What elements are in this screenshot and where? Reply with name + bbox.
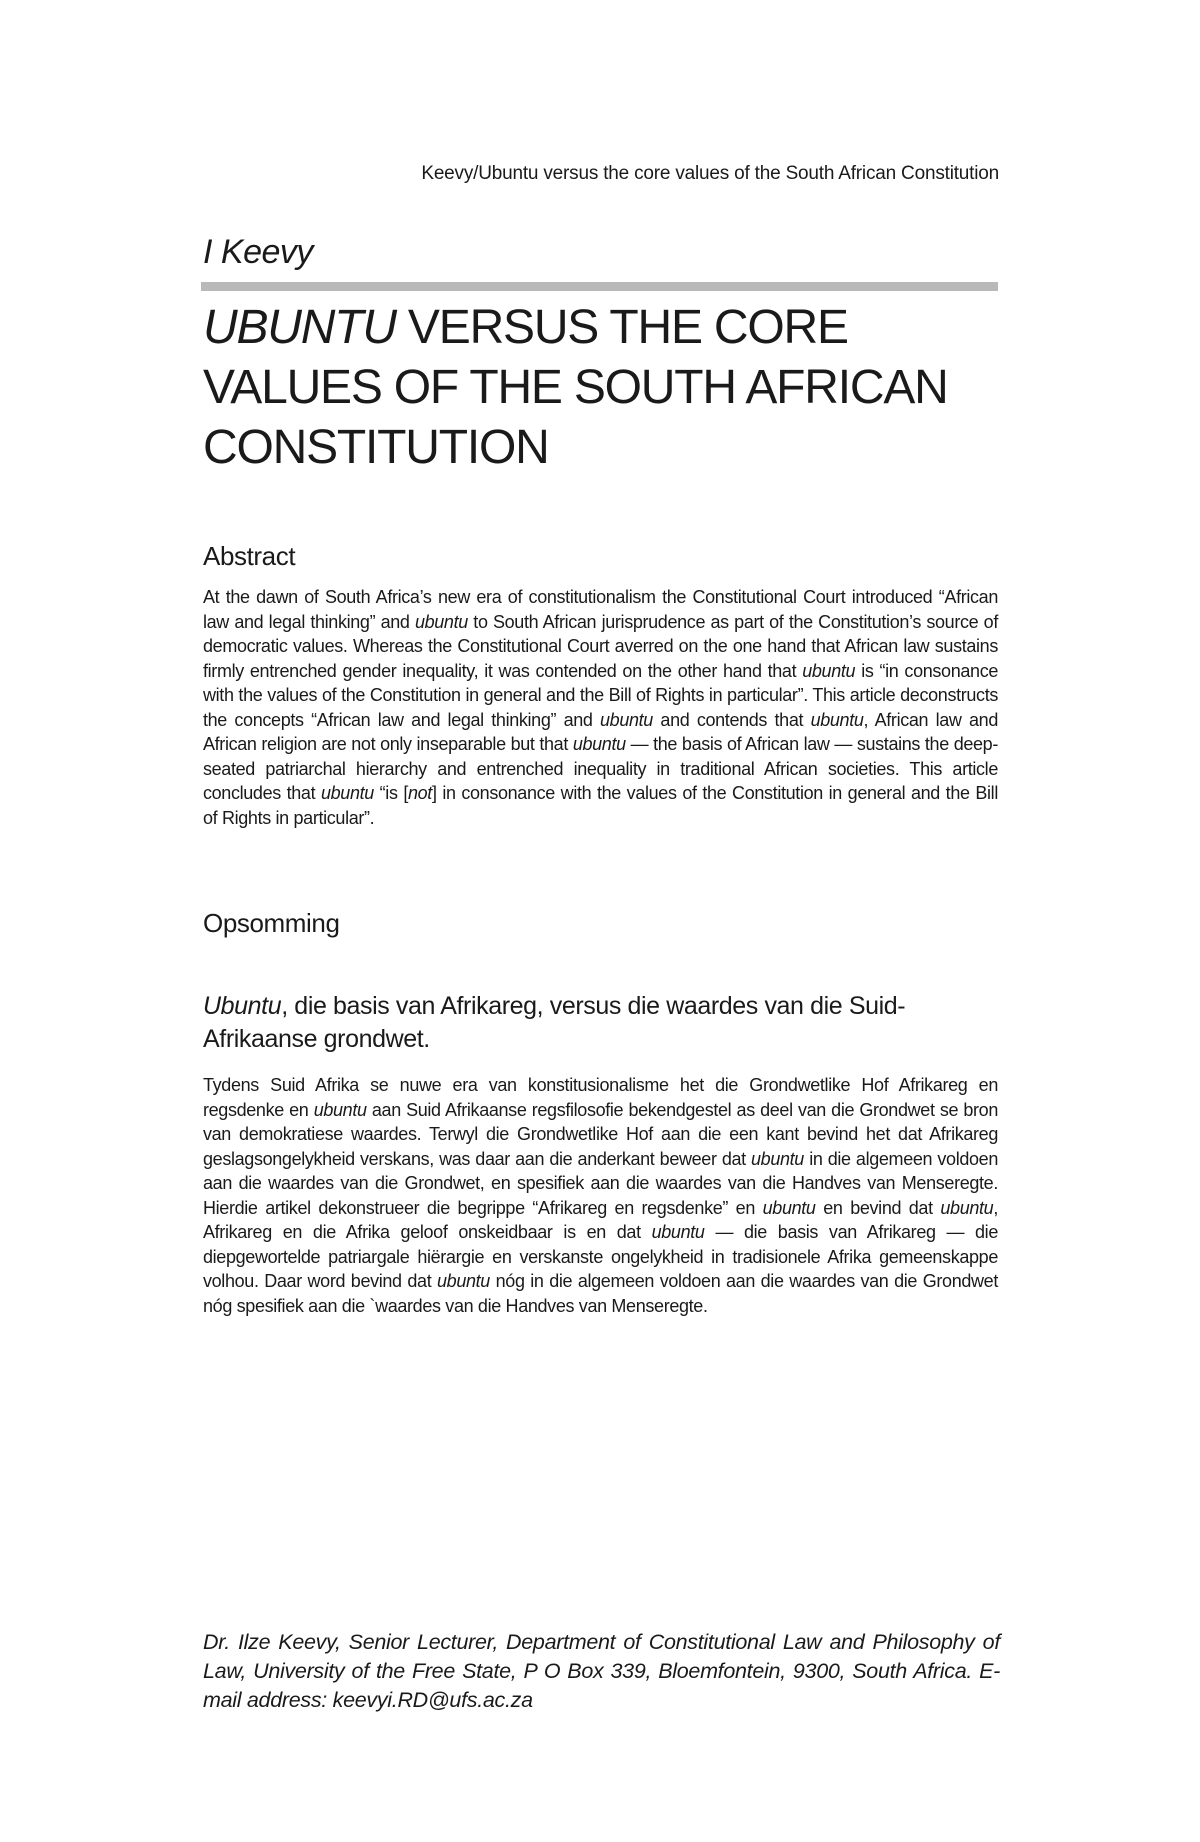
author-footnote: Dr. Ilze Keevy, Senior Lecturer, Department of Constitutional Law and Philosophy of Law, University of the Free State, P O Box 339, Bloemfontein, 9300, South Africa. E-mail address: keevyi.RD@ufs.ac.za xyxy=(203,1630,1000,1712)
opsomming-title xyxy=(203,990,998,1056)
italic-text: ubuntu xyxy=(437,1271,490,1291)
italic-text: ubuntu xyxy=(810,709,864,730)
title-italic-part: UBUNTU xyxy=(203,301,396,354)
abstract-body xyxy=(203,585,998,830)
text-segment: ] in consonance with the values of the Constitution in general and the Bill of Rights in particular”. xyxy=(203,783,998,828)
italic-text: not xyxy=(407,783,432,803)
text-segment: At the dawn of South Africa’s new era of constitutionalism the Constitutional Court introduced “African law and legal thinking” and xyxy=(203,587,998,632)
italic-text: ubuntu xyxy=(762,1197,816,1218)
italic-text: ubuntu xyxy=(651,1222,705,1242)
italic-text: ubuntu xyxy=(414,611,468,632)
text-segment: to South African jurisprudence as part of the Constitution’s source of democratic values. Whereas the Constitutional Court averred on the one hand that African law sustains firmly entrenched gender inequality, it was contended on the other hand that xyxy=(203,611,998,681)
title-rule xyxy=(201,282,998,291)
italic-text: ubuntu xyxy=(572,734,626,754)
italic-text: Ubuntu xyxy=(203,992,282,1020)
running-head: Keevy/Ubuntu versus the core values of the South African Constitution xyxy=(421,163,999,184)
text-segment: , Afrikareg en die Afrika geloof onskeidbaar is en dat xyxy=(203,1197,998,1242)
italic-text: ubuntu xyxy=(320,783,374,803)
text-segment: “is [ xyxy=(373,783,408,803)
title-rest: VERSUS THE CORE VALUES OF THE SOUTH AFRICAN CONSTITUTION xyxy=(203,301,948,474)
text-segment: Tydens Suid Afrika se nuwe era van konstitusionalisme het die Grondwetlike Hof Afrikareg en regsdenke en xyxy=(203,1075,998,1120)
text-segment: and contends that xyxy=(652,709,811,730)
italic-text: ubuntu xyxy=(940,1197,994,1218)
italic-text: ubuntu xyxy=(802,660,856,681)
text-segment: — the basis of African law — sustains the deep-seated patriarchal hierarchy and entrenched inequality in traditional African societies. This article concludes that xyxy=(203,734,998,803)
abstract-heading: Abstract xyxy=(203,541,296,571)
italic-text: ubuntu xyxy=(751,1148,804,1169)
text-segment: en bevind dat xyxy=(815,1197,941,1218)
italic-text: ubuntu xyxy=(313,1099,367,1120)
opsomming-heading: Opsomming xyxy=(203,908,340,938)
text-segment: aan Suid Afrikaanse regsfilosofie bekendgestel as deel van die Grondwet se bron van demokratiese waardes. Terwyl die Grondwetlike Hof aan die een kant bevind het dat Afrikareg geslagsongelykheid verskans, was daar aan die anderkant beweer dat xyxy=(203,1099,998,1169)
text-segment: is “in consonance with the values of the Constitution in general and the Bill of Rights in particular”. This article deconstructs the concepts “African law and legal thinking” and xyxy=(203,660,999,730)
italic-text: ubuntu xyxy=(600,709,653,730)
article-title xyxy=(203,298,1003,478)
text-segment: , die basis van Afrikareg, versus die waardes van die Suid-Afrikaanse grondwet. xyxy=(203,992,906,1053)
author-name: I Keevy xyxy=(203,233,313,271)
text-segment: — die basis van Afrikareg — die diepgewortelde patriargale hiërargie en verskanste ongelykheid in tradisionele Afrika gemeenskappe volhou. Daar word bevind dat xyxy=(203,1222,998,1291)
text-segment: in die algemeen voldoen aan die waardes van die Grondwet, en spesifiek aan die waardes van die Handves van Menseregte. Hierdie artikel dekonstrueer die begrippe “Afrikareg en regsdenke” en xyxy=(203,1148,998,1218)
text-segment: nóg in die algemeen voldoen aan die waardes van die Grondwet nóg spesifiek aan die `waardes van die Handves van Menseregte. xyxy=(203,1271,998,1316)
opsomming-body xyxy=(203,1073,998,1318)
text-segment: , African law and African religion are not only inseparable but that xyxy=(203,709,999,754)
